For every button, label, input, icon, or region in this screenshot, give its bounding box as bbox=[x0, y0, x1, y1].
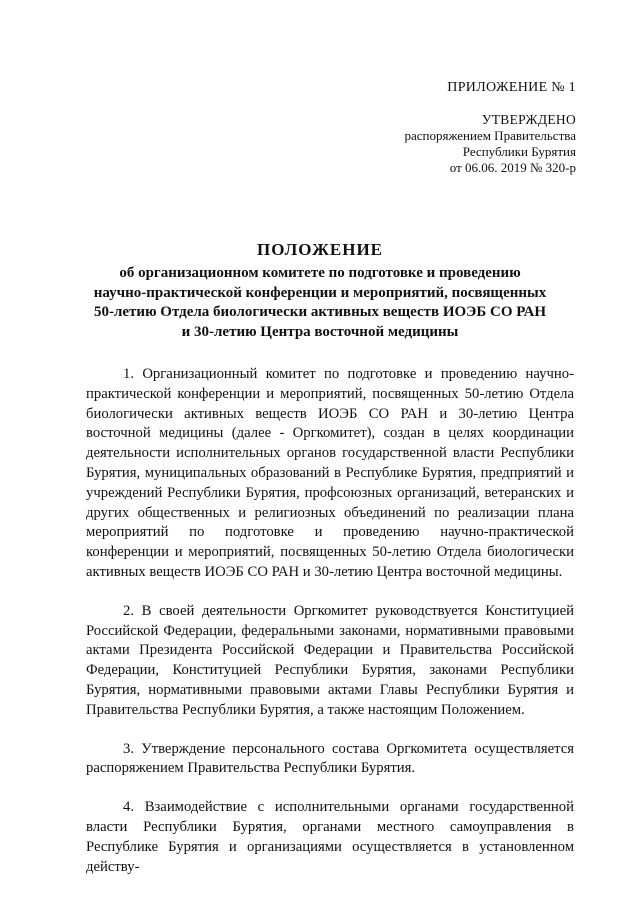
approval-stamp: УТВЕРЖДЕНО bbox=[481, 112, 576, 127]
paragraph-1: 1. Организационный комитет по подготовке и проведению научно-практической конференции и мероприятий, посвященных 50-летию Отдела биологически активных веществ ИОЭБ СО РАН и 30-летию Центра восточной медицины (далее - Оргкомитет), создан в целях координации деятельности исполнительных органов государственной власти Республики Бурятия, муниципальных образований в Республике Бурятия, предприятий и учреждений Республики Бурятия, профсоюзных организаций, ветеранских и других общественных и религиозных объединений по реализации плана мероприятий по подготовке и проведению научно-практической конференции и мероприятий, посвященных 50-летию Отдела биологически активных веществ ИОЭБ СО РАН и 30-летию Центра восточной медицины. bbox=[86, 366, 574, 580]
title-line-4: и 30-летию Центра восточной медицины bbox=[181, 323, 459, 340]
approval-line-1: распоряжением Правительства bbox=[404, 128, 576, 143]
document-body bbox=[86, 365, 574, 896]
approval-line-3: от 06.06. 2019 № 320-р bbox=[449, 160, 576, 175]
paragraph-2: 2. В своей деятельности Оргкомитет руководствуется Конституцией Российской Федерации, федеральными законами, нормативными правовыми актами Президента Российской Федерации и Правительства Российской Федерации, Конституцией Республики Бурятия, законами Республики Бурятия, нормативными правовыми актами Главы Республики Бурятия и Правительства Республики Бурятия, а также настоящим Положением. bbox=[86, 602, 574, 718]
title-line-3: 50-летию Отдела биологически активных веществ ИОЭБ СО РАН bbox=[93, 304, 546, 320]
document-title-block bbox=[40, 240, 600, 342]
approval-block bbox=[404, 112, 576, 176]
approval-line-2: Республики Бурятия bbox=[462, 144, 576, 159]
paragraph-4: 4. Взаимодействие с исполнительными органами государственной власти Республики Бурятия, органами местного самоуправления в Республике Бурятия и организациями осуществляется в установленном действу- bbox=[86, 799, 574, 875]
title-line-1: об организационном комитете по подготовке и проведению bbox=[119, 265, 521, 281]
appendix-label: ПРИЛОЖЕНИЕ № 1 bbox=[447, 80, 576, 95]
title-line-2: научно-практической конференции и мероприятий, посвященных bbox=[93, 284, 547, 301]
paragraph-3: 3. Утверждение персонального состава Оргкомитета осуществляется распоряжением Правительства Республики Бурятия. bbox=[86, 740, 574, 777]
document-title: ПОЛОЖЕНИЕ bbox=[257, 240, 383, 259]
